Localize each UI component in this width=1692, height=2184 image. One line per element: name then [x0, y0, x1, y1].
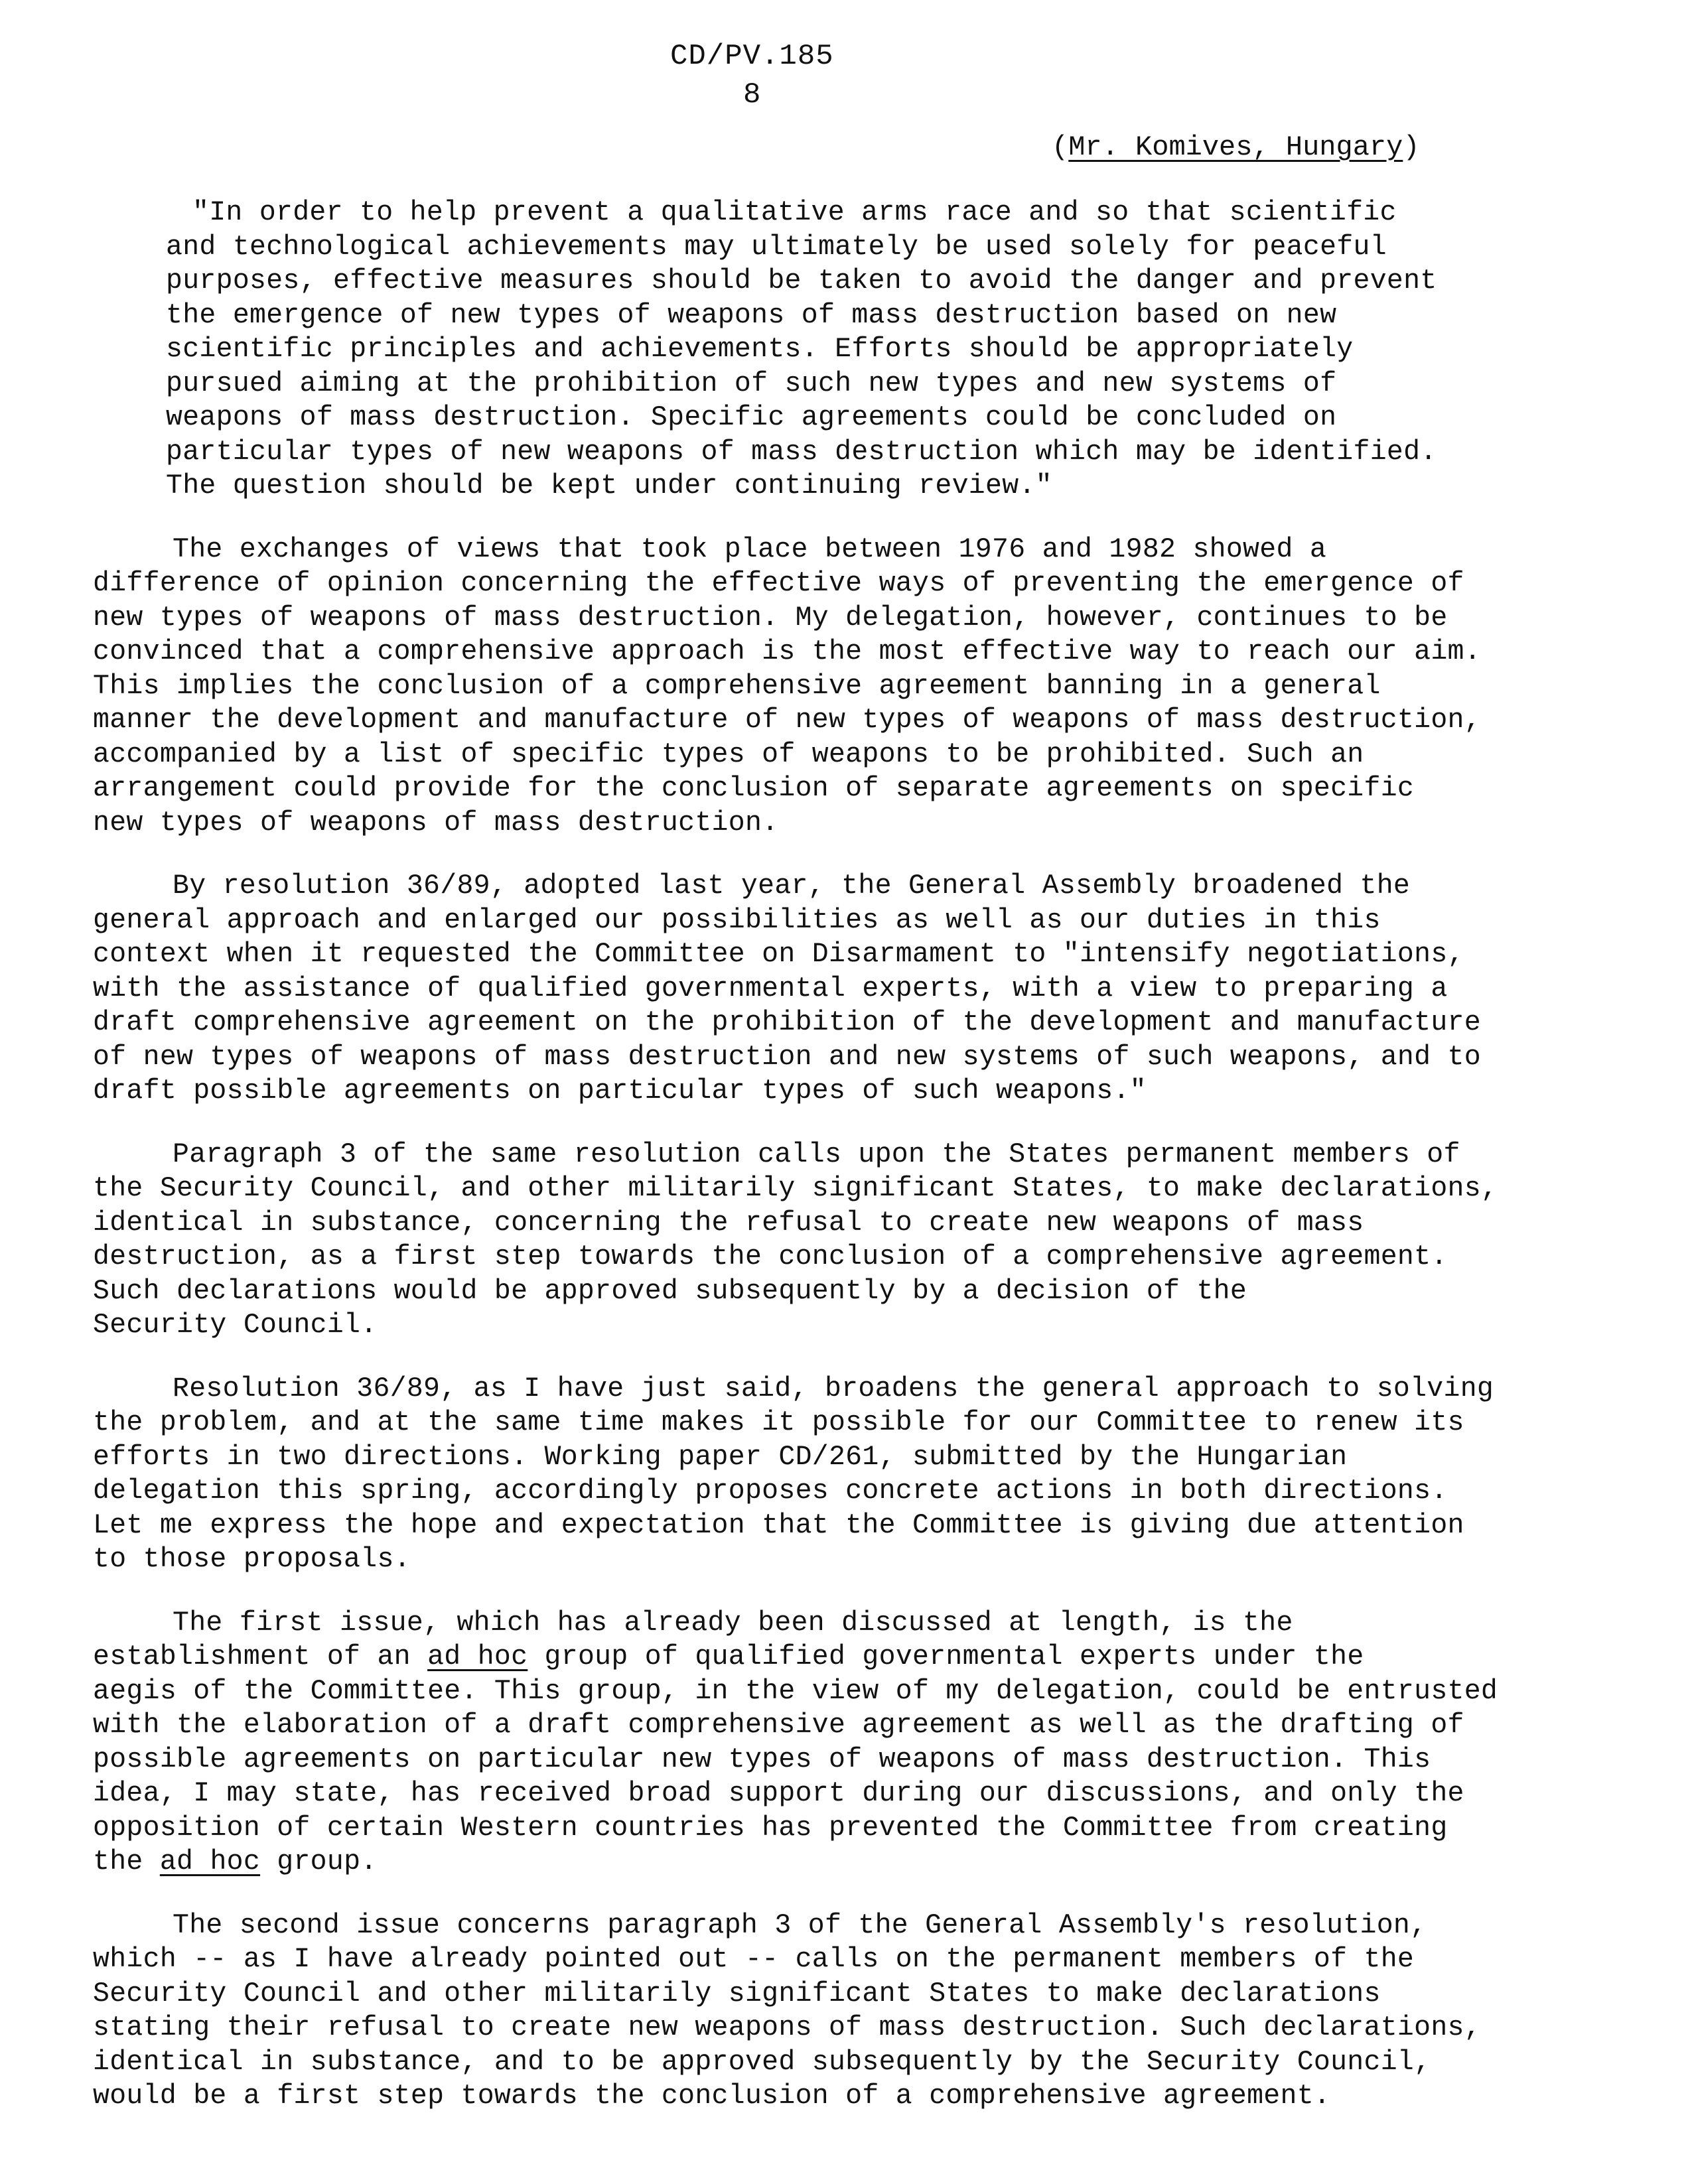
paragraph-line: arrangement could provide for the conclusion of separate agreements on specific — [93, 773, 1415, 804]
paragraph-line: possible agreements on particular new types of weapons of mass destruction. This — [93, 1743, 1431, 1775]
paragraph-line: destruction, as a first step towards the conclusion of a comprehensive agreement. — [93, 1241, 1448, 1272]
quote-line: purposes, effective measures should be taken to avoid the danger and prevent — [166, 265, 1437, 297]
paragraph-line: This implies the conclusion of a comprehensive agreement banning in a general — [93, 670, 1381, 702]
paragraph-line: identical in substance, and to be approved subsequently by the Security Council, — [93, 2046, 1431, 2078]
paragraph-line: aegis of the Committee. This group, in the view of my delegation, could be entrusted — [93, 1675, 1498, 1707]
ad-hoc-underlined: ad hoc — [159, 1846, 261, 1877]
paragraph-line: Resolution 36/89, as I have just said, broadens the general approach to solving — [173, 1373, 1494, 1404]
quote-line: the emergence of new types of weapons of mass destruction based on new — [166, 299, 1337, 331]
speaker-name: Mr. Komives, Hungary — [1068, 131, 1403, 163]
quoted-passage — [166, 196, 1493, 504]
paragraph-line: The first issue, which has already been discussed at length, is the — [173, 1607, 1293, 1639]
quote-line: pursued aiming at the prohibition of such new types and new systems of — [166, 368, 1337, 399]
paragraph-line: new types of weapons of mass destruction. — [93, 807, 779, 839]
paragraph-resolution-36-89 — [93, 869, 1519, 1109]
paragraph-line: Paragraph 3 of the same resolution calls upon the States permanent members of — [173, 1138, 1460, 1170]
paragraph-line: opposition of certain Western countries has prevented the Committee from creating — [93, 1812, 1448, 1844]
paragraph-line: which -- as I have already pointed out -- calls on the permanent members of the — [93, 1944, 1415, 1975]
paragraph-exchanges-of-views — [93, 533, 1519, 841]
paragraph-two-directions — [93, 1372, 1519, 1577]
paragraph-line: identical in substance, concerning the refusal to create new weapons of mass — [93, 1207, 1364, 1239]
paragraph-line: with the assistance of qualified governmental experts, with a view to preparing a — [93, 973, 1448, 1004]
paragraph-line: would be a first step towards the conclusion of a comprehensive agreement. — [93, 2081, 1331, 2112]
quote-line: weapons of mass destruction. Specific agreements could be concluded on — [166, 402, 1337, 433]
paragraph-line: efforts in two directions. Working paper CD/261, submitted by the Hungarian — [93, 1441, 1348, 1473]
paragraph-line: stating their refusal to create new weapons of mass destruction. Such declarations, — [93, 2012, 1481, 2043]
paragraph-line: Security Council. — [93, 1310, 378, 1341]
paragraph-line: delegation this spring, accordingly proposes concrete actions in both directions. — [93, 1475, 1448, 1507]
paragraph-line: The second issue concerns paragraph 3 of the General Assembly's resolution, — [173, 1909, 1427, 1941]
paragraph-line: accompanied by a list of specific types of weapons to be prohibited. Such an — [93, 738, 1364, 770]
paragraph-line: context when it requested the Committee on Disarmament to "intensify negotiations, — [93, 939, 1464, 970]
paragraph-line: By resolution 36/89, adopted last year, the General Assembly broadened the — [173, 870, 1411, 902]
paragraph-line: new types of weapons of mass destruction. My delegation, however, continues to be — [93, 602, 1448, 634]
paragraph-paragraph-3 — [93, 1138, 1519, 1343]
speaker-close-paren: ) — [1403, 131, 1420, 163]
paragraph-line: difference of opinion concerning the effective ways of preventing the emergence of — [93, 568, 1464, 599]
paragraph-first-issue — [93, 1606, 1519, 1879]
paragraph-line: the problem, and at the same time makes it possible for our Committee to renew its — [93, 1407, 1464, 1438]
line-text: group. — [260, 1846, 378, 1877]
speaker-attribution — [1052, 131, 1420, 163]
line-text: the — [93, 1846, 160, 1877]
speaker-open-paren: ( — [1052, 131, 1069, 163]
paragraph-line: the Security Council, and other militarily significant States, to make declarations, — [93, 1173, 1498, 1204]
paragraph-line: Let me express the hope and expectation that the Committee is giving due attention — [93, 1509, 1464, 1541]
quote-line: "In order to help prevent a qualitative arms race and so that scientific — [192, 197, 1397, 228]
paragraph-line — [93, 1845, 1519, 1879]
paragraph-line: Such declarations would be approved subsequently by a decision of the — [93, 1275, 1247, 1307]
line-text: group of qualified governmental experts under the — [528, 1641, 1364, 1672]
paragraph-line: to those proposals. — [93, 1544, 411, 1575]
paragraph-line: general approach and enlarged our possibilities as well as our duties in this — [93, 904, 1381, 936]
paragraph-line: draft comprehensive agreement on the prohibition of the development and manufacture — [93, 1007, 1481, 1038]
quote-line: and technological achievements may ultimately be used solely for peaceful — [166, 231, 1387, 263]
line-text: establishment of an — [93, 1641, 428, 1672]
quote-line: particular types of new weapons of mass destruction which may be identified. — [166, 436, 1437, 468]
quote-line: scientific principles and achievements. Efforts should be appropriately — [166, 334, 1354, 365]
paragraph-line — [93, 1640, 1519, 1674]
document-symbol: CD/PV.185 — [670, 40, 834, 73]
paragraph-line: convinced that a comprehensive approach is the most effective way to reach our aim. — [93, 636, 1481, 667]
page-number: 8 — [743, 78, 761, 111]
paragraph-line: with the elaboration of a draft comprehensive agreement as well as the drafting of — [93, 1710, 1464, 1741]
paragraph-line: of new types of weapons of mass destruction and new systems of such weapons, and to — [93, 1041, 1481, 1073]
paragraph-line: idea, I may state, has received broad support during our discussions, and only the — [93, 1778, 1464, 1809]
paragraph-line: Security Council and other militarily significant States to make declarations — [93, 1978, 1381, 2010]
document-body — [93, 196, 1519, 2114]
paragraph-line: manner the development and manufacture of new types of weapons of mass destruction, — [93, 705, 1481, 736]
paragraph-line: draft possible agreements on particular types of such weapons." — [93, 1075, 1147, 1107]
paragraph-second-issue — [93, 1909, 1519, 2114]
paragraph-line: The exchanges of views that took place between 1976 and 1982 showed a — [173, 533, 1327, 565]
ad-hoc-underlined: ad hoc — [427, 1641, 528, 1672]
quote-line: The question should be kept under continuing review." — [166, 470, 1052, 502]
